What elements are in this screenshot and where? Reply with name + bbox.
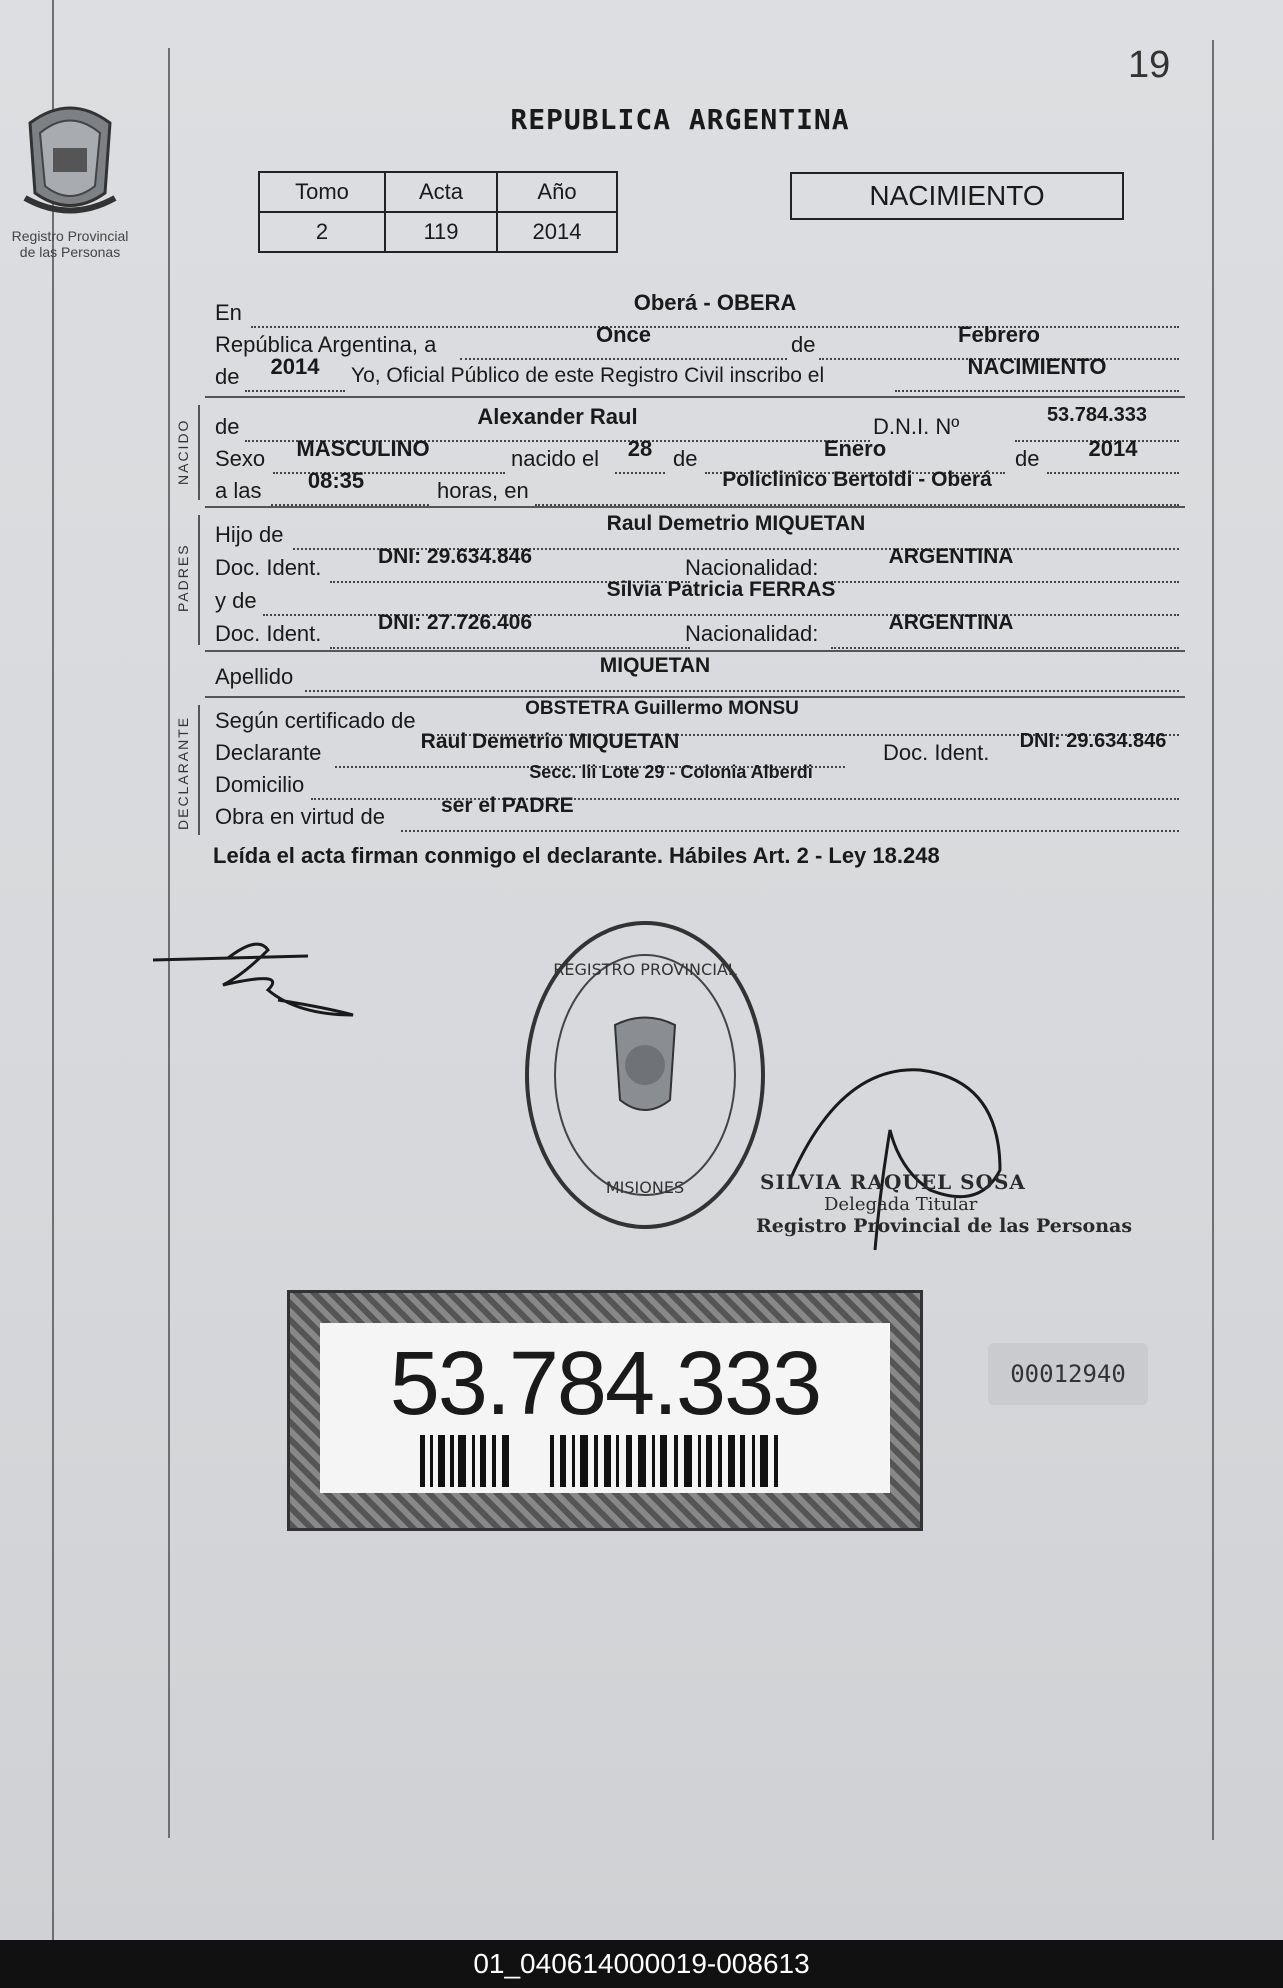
value-lugar: Policlinico Bertoldi - Oberá bbox=[722, 468, 992, 491]
official-role: Delegada Titular bbox=[824, 1194, 978, 1215]
table-cell-acta: 119 bbox=[385, 212, 497, 252]
table-cell-tomo: 2 bbox=[259, 212, 385, 252]
value-apellido: MIQUETAN bbox=[599, 654, 711, 677]
side-label-declarante: DECLARANTE bbox=[175, 715, 191, 830]
official-signature-block bbox=[756, 1170, 1133, 1237]
table-header-acta: Acta bbox=[385, 172, 497, 212]
misiones-coat-of-arms-icon bbox=[15, 98, 125, 223]
scan-id-footer: 01_040614000019-008613 bbox=[0, 1940, 1283, 1988]
label-en: En bbox=[215, 300, 242, 325]
value-padre-nacionalidad: ARGENTINA bbox=[888, 545, 1014, 568]
value-acto: NACIMIENTO bbox=[967, 354, 1107, 379]
form-line-obra: Obra en virtud de ser el PADRE bbox=[215, 800, 1180, 834]
form-line-madre: y de Silvia Patricia FERRAS bbox=[215, 584, 1180, 618]
value-domicilio: Secc. lii Lote 29 - Colonia Alberdi bbox=[529, 762, 813, 782]
form-line-padre: Hijo de Raul Demetrio MIQUETAN bbox=[215, 518, 1180, 552]
value-padre: Raul Demetrio MIQUETAN bbox=[606, 512, 866, 535]
value-madre-doc: DNI: 27.726.406 bbox=[377, 611, 533, 634]
form-line-padre-doc: Doc. Ident. DNI: 29.634.846 Nacionalidad: ARGENTINA bbox=[215, 551, 1180, 585]
svg-text:REGISTRO PROVINCIAL: REGISTRO PROVINCIAL bbox=[553, 960, 737, 979]
closing-statement: Leída el acta firman conmigo el declarante. Hábiles Art. 2 - Ley 18.248 bbox=[213, 843, 940, 868]
value-dia: Once bbox=[595, 322, 652, 347]
value-nombre: Alexander Raul bbox=[477, 404, 638, 429]
form-line-nombre: de Alexander Raul D.N.I. Nº 53.784.333 bbox=[215, 410, 1180, 444]
record-type-box: NACIMIENTO bbox=[790, 172, 1124, 220]
form-line-fecha: República Argentina, a Once de Febrero bbox=[215, 328, 1180, 362]
svg-text:MISIONES: MISIONES bbox=[605, 1178, 685, 1197]
serial-number-tag: 00012940 bbox=[988, 1343, 1148, 1405]
barcode-sticker bbox=[287, 1290, 923, 1531]
value-certificado: OBSTETRA Guillermo MONSU bbox=[525, 698, 799, 719]
value-sexo: MASCULINO bbox=[296, 436, 430, 461]
page-number: 19 bbox=[1128, 44, 1171, 86]
table-cell-anio: 2014 bbox=[497, 212, 617, 252]
value-localidad: Oberá - OBERA bbox=[633, 290, 797, 315]
form-line-anio: de 2014 Yo, Oficial Público de este Registro Civil inscribo el NACIMIENTO bbox=[215, 360, 1180, 394]
logo-text-line1: Registro Provincial bbox=[11, 228, 129, 244]
form-line-madre-doc: Doc. Ident. DNI: 27.726.406 Nacionalidad: ARGENTINA bbox=[215, 617, 1180, 651]
value-anio-nacimiento: 2014 bbox=[1088, 436, 1138, 461]
page-title: REPUBLICA ARGENTINA bbox=[510, 103, 850, 136]
form-line-certificado: Según certificado de OBSTETRA Guillermo MONSU bbox=[215, 704, 1180, 738]
form-line-domicilio: Domicilio Secc. lii Lote 29 - Colonia Alberdi bbox=[215, 768, 1180, 802]
official-office: Registro Provincial de las Personas bbox=[756, 1215, 1133, 1237]
value-anio: 2014 bbox=[270, 354, 320, 379]
value-mes: Febrero bbox=[958, 322, 1040, 347]
table-header-tomo: Tomo bbox=[259, 172, 385, 212]
table-header-anio: Año bbox=[497, 172, 617, 212]
declarante-signature-icon bbox=[148, 930, 368, 1030]
value-madre-nacionalidad: ARGENTINA bbox=[888, 611, 1014, 634]
value-dni: 53.784.333 bbox=[1046, 404, 1148, 426]
side-label-nacido: NACIDO bbox=[175, 418, 191, 485]
logo-text-line2: de las Personas bbox=[19, 244, 121, 260]
value-obra: ser el PADRE bbox=[441, 794, 574, 817]
value-declarante: Raul Demetrio MIQUETAN bbox=[420, 730, 680, 753]
value-padre-doc: DNI: 29.634.846 bbox=[377, 545, 533, 568]
barcode-icon bbox=[420, 1435, 800, 1487]
frame-right-line bbox=[1212, 40, 1214, 1840]
form-line-sexo: Sexo MASCULINO nacido el 28 de Enero de 2014 bbox=[215, 442, 1180, 476]
barcode-number: 53.784.333 bbox=[389, 1334, 821, 1434]
official-name: SILVIA RAQUEL SOSA bbox=[760, 1170, 1026, 1194]
form-line-apellido: Apellido MIQUETAN bbox=[215, 660, 1180, 694]
form-line-hora: a las 08:35 horas, en Policlinico Bertoldi - Oberá bbox=[215, 474, 1180, 508]
registry-table bbox=[258, 171, 618, 253]
form-line-declarante: Declarante Raul Demetrio MIQUETAN Doc. Ident. DNI: 29.634.846 bbox=[215, 736, 1180, 770]
value-dia-nacimiento: 28 bbox=[627, 436, 653, 461]
value-madre: Silvia Patricia FERRAS bbox=[606, 578, 836, 601]
value-declarante-doc: DNI: 29.634.846 bbox=[1019, 730, 1167, 752]
value-mes-nacimiento: Enero bbox=[823, 436, 887, 461]
side-label-padres: PADRES bbox=[175, 543, 191, 612]
registry-logo bbox=[10, 98, 130, 260]
value-hora: 08:35 bbox=[307, 468, 365, 493]
official-seal-icon bbox=[520, 915, 770, 1235]
margin-line bbox=[52, 0, 54, 1940]
